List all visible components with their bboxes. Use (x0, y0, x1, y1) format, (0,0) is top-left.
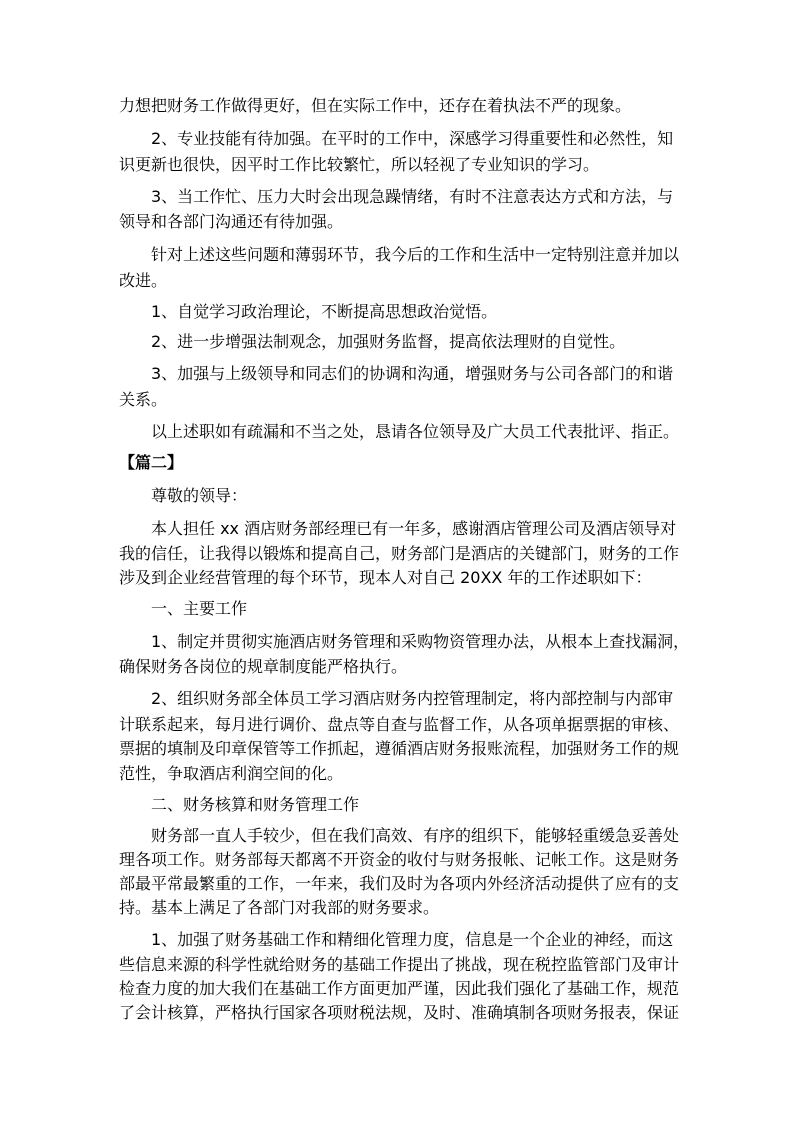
text-line: 领导和各部门沟通还有待加强。 (119, 212, 344, 231)
text-line: 部最平常最繁重的工作，一年来，我们及时为各项内外经济活动提供了应有的支 (119, 874, 680, 893)
text-line: 检查力度的加大我们在基础工作方面更加严谨，因此我们强化了基础工作，规范 (119, 979, 680, 998)
text-line: 3、当工作忙、压力大时会出现急躁情绪，有时不注意表达方式和方法，与 (151, 187, 674, 206)
text-line: 计联系起来，每月进行调价、盘点等自查与监督工作，从各项单据票据的审核、 (119, 715, 680, 734)
text-line: 些信息来源的科学性就给财务的基础工作提出了挑战，现在税控监管部门及审计 (119, 955, 680, 974)
text-line: 识更新也很快，因平时工作比较繁忙，所以轻视了专业知识的学习。 (119, 155, 600, 174)
text-line: 1、加强了财务基础工作和精细化管理力度，信息是一个企业的神经，而这 (151, 930, 674, 949)
text-line: 力想把财务工作做得更好，但在实际工作中，还存在着执法不严的现象。 (119, 96, 632, 115)
text-line: 票据的填制及印章保管等工作抓起，遵循酒店财务报账流程，加强财务工作的规 (119, 739, 680, 758)
text-line: 2、专业技能有待加强。在平时的工作中，深感学习得重要性和必然性，知 (151, 129, 674, 148)
text-line: 2、组织财务部全体员工学习酒店财务内控管理制定，将内部控制与内部审 (151, 689, 674, 708)
text-line: 尊敬的领导： (151, 486, 248, 505)
text-line: 针对上述这些问题和薄弱环节，我今后的工作和生活中一定特别注意并加以 (151, 245, 680, 264)
text-line: 一、主要工作 (151, 599, 248, 618)
text-line: 改进。 (119, 271, 168, 290)
text-line: 涉及到企业经营管理的每个环节，现本人对自己 20XX 年的工作述职如下： (119, 568, 652, 587)
text-line: 1、制定并贯彻实施酒店财务管理和采购物资管理办法，从根本上查找漏洞， (151, 632, 690, 651)
text-line: 本人担任 xx 酒店财务部经理已有一年多，感谢酒店管理公司及酒店领导对 (151, 519, 677, 538)
text-line: 确保财务各岗位的规章制度能严格执行。 (119, 657, 408, 676)
text-line: 理各项工作。财务部每天都离不开资金的收付与财务报帐、记帐工作。这是财务 (119, 850, 680, 869)
text-line: 以上述职如有疏漏和不当之处，恳请各位领导及广大员工代表批评、指正。 (151, 422, 680, 441)
section-heading: 【篇二】 (119, 453, 184, 472)
text-line: 关系。 (119, 390, 168, 409)
text-line: 2、进一步增强法制观念，加强财务监督，提高依法理财的自觉性。 (151, 332, 626, 351)
text-line: 二、财务核算和财务管理工作 (151, 795, 360, 814)
text-line: 我的信任，让我得以锻炼和提高自己，财务部门是酒店的关键部门，财务的工作 (119, 544, 680, 563)
text-line: 财务部一直人手较少，但在我们高效、有序的组织下，能够轻重缓急妥善处 (151, 826, 680, 845)
text-line: 范性，争取酒店利润空间的化。 (119, 764, 344, 783)
text-line: 3、加强与上级领导和同志们的协调和沟通，增强财务与公司各部门的和谐 (151, 364, 674, 383)
text-line: 持。基本上满足了各部门对我部的财务要求。 (119, 898, 440, 917)
text-line: 了会计核算，严格执行国家各项财税法规，及时、准确填制各项财务报表，保证 (119, 1003, 680, 1022)
text-line: 1、自觉学习政治理论，不断提高思想政治觉悟。 (151, 302, 498, 321)
